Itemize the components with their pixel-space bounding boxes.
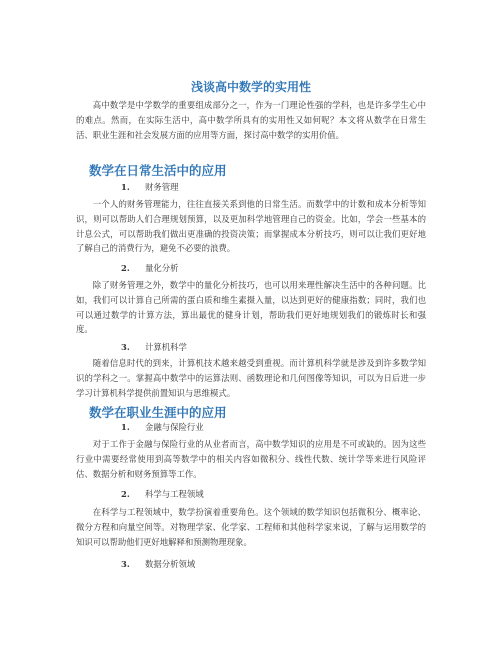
list-item-title: 科学与工程领域: [145, 489, 204, 499]
list-number: 1.: [121, 422, 130, 432]
list-item-title: 金融与保险行业: [145, 422, 204, 432]
list-item-title: 计算机科学: [145, 342, 187, 352]
body-paragraph: 在科学与工程领域中，数学扮演着重要角色。这个领域的数学知识包括微积分、概率论、微分方程和向量空间等。对物理学家、化学家、工程师和其他科学家来说，了解与运用数学的知识可以帮助他们更好地解释和预测物理现象。: [76, 507, 426, 547]
section-heading-daily-life: 数学在日常生活中的应用: [89, 163, 227, 178]
body-paragraph: 随着信息时代的到来，计算机技术越来越受到重视。而计算机科学就是涉及到许多数学知识的学科之一。掌握高中数学中的运算法则、函数理论和几何图像等知识，可以为日后进一步学习计算机科学提供前置知识与思维模式。: [76, 358, 426, 398]
list-item-title: 量化分析: [145, 263, 179, 273]
body-paragraph: 一个人的财务管理能力，往往直接关系到他的日常生活。而数学中的计数和成本分析等知识，则可以帮助人们合理规划预算，以及更加科学地管理自己的资金。比如，学会一些基本的计息公式，可以帮助我们做出更准确的投资决策；而掌握成本分析技巧，则可以让我们更好地了解自己的消费行为，避免不必要的浪费。: [76, 199, 426, 254]
document-title: 浅谈高中数学的实用性: [190, 80, 311, 94]
section-heading-career: 数学在职业生涯中的应用: [89, 405, 227, 420]
list-item-title: 财务管理: [145, 182, 179, 192]
list-number: 1.: [121, 182, 130, 192]
list-item-heading: [121, 181, 179, 193]
list-item-heading: [121, 262, 179, 274]
list-number: 2.: [121, 489, 130, 499]
list-number: 2.: [121, 263, 130, 273]
list-item-heading: [121, 421, 204, 433]
body-paragraph: 除了财务管理之外，数学中的量化分析技巧，也可以用来理性解决生活中的各种问题。比如，我们可以计算自己所需的蛋白质和维生素摄入量，以达到更好的健康指数；同时，我们也可以通过数学的计算方法，算出最优的健身计划，帮助我们更好地规划我们的锻炼时长和强度。: [76, 280, 426, 335]
list-item-heading: [121, 341, 187, 353]
list-item-heading: [121, 558, 195, 570]
list-item-title: 数据分析领域: [145, 559, 196, 569]
list-number: 3.: [121, 342, 130, 352]
body-paragraph: 对于工作于金融与保险行业的从业者而言，高中数学知识的应用是不可或缺的。因为这些行业中需要经常使用到高等数学中的相关内容如微积分、线性代数、统计学等来进行风险评估、数据分析和财务预算等工作。: [76, 439, 426, 479]
intro-paragraph: 高中数学是中学数学的重要组成部分之一，作为一门理论性强的学科，也是许多学生心中的难点。然而，在实际生活中，高中数学所具有的实用性又如何呢？本文将从数学在日常生活、职业生涯和社会发展方面的应用等方面，探讨高中数学的实用价值。: [76, 100, 426, 140]
list-item-heading: [121, 488, 204, 500]
list-number: 3.: [121, 559, 130, 569]
